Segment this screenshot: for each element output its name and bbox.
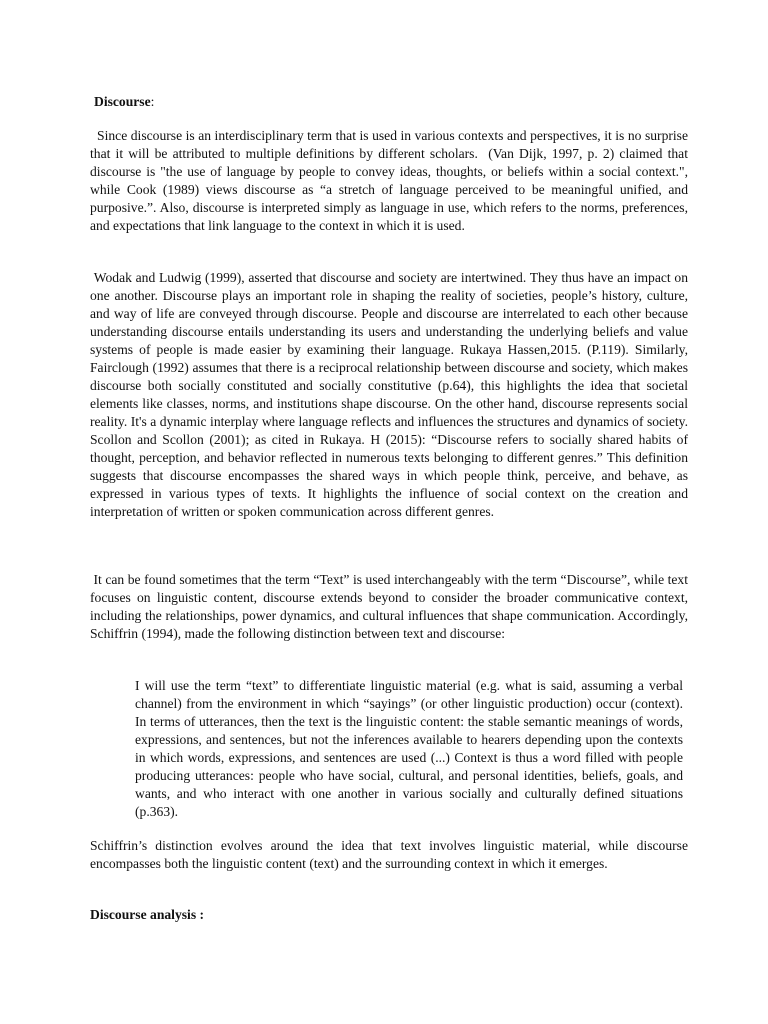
section-heading-discourse-analysis: Discourse analysis : bbox=[90, 907, 205, 922]
section-heading-discourse-title: Discourse bbox=[94, 94, 151, 109]
paragraph-schiffrin-distinction: Schiffrin’s distinction evolves around the idea that text involves linguistic material, while discourse encompasses both the linguistic content (text) and the surrounding context in which it emerges. bbox=[90, 838, 688, 871]
section-heading-discourse bbox=[94, 93, 154, 111]
paragraph-definitions: Since discourse is an interdisciplinary term that is used in various contexts and perspectives, it is no surprise that it will be attributed to multiple definitions by different scholars. (Van Dijk, 1997, p. 2) claimed that discourse is "the use of language by people to convey ideas, thoughts, or beliefs within a social context.", while Cook (1989) views discourse as “a stretch of language perceived to be meaningful unified, and purposive.”. Also, discourse is interpreted simply as language in use, which refers to the norms, preferences, and expectations that link language to the context in which it is used. bbox=[90, 128, 692, 233]
block-quote-schiffrin: I will use the term “text” to differentiate linguistic material (e.g. what is said, assuming a verbal channel) from the environment in which “sayings” (or other linguistic production) occur (context). In terms of utterances, then the text is the linguistic content: the stable semantic meanings of words, expressions, and sentences, but not the inferences available to hearers depending upon the contexts in which words, expressions, and sentences are used (...) Context is thus a word filled with people producing utterances: people who have social, cultural, and personal identities, beliefs, goals, and wants, and who interact with one another in various socially and culturally defined situations (p.363). bbox=[135, 678, 683, 819]
paragraph-discourse-society: Wodak and Ludwig (1999), asserted that discourse and society are intertwined. They thus have an impact on one another. Discourse plays an important role in shaping the reality of societies, people’s history, culture, and way of life are conveyed through discourse. People and discourse are interrelated to each other because understanding discourse entails understanding its users and understanding the underlying beliefs and value systems of people is made easier by examining their language. Rukaya Hassen,2015. (P.119). Similarly, Fairclough (1992) assumes that there is a reciprocal relationship between discourse and society, which makes discourse both socially constituted and socially constitutive (p.64), this highlights the idea that societal elements like classes, norms, and institutions shape discourse. On the other hand, discourse represents social reality. It's a dynamic interplay where language reflects and influences the structures and dynamics of society. Scollon and Scollon (2001); as cited in Rukaya. H (2015): “Discourse refers to socially shared habits of thought, perception, and behavior reflected in numerous texts belonging to different genres.” This definition suggests that discourse encompasses the shared ways in which people think, perceive, and behave, as expressed in various types of texts. It highlights the influence of social context on the creation and interpretation of written or spoken communication across different genres. bbox=[90, 270, 692, 519]
section-heading-discourse-colon: : bbox=[150, 94, 155, 109]
paragraph-text-vs-discourse: It can be found sometimes that the term “Text” is used interchangeably with the term “Discourse”, while text focuses on linguistic content, discourse extends beyond to consider the broader communicative context, including the relationships, power dynamics, and cultural influences that shape communication. Accordingly, Schiffrin (1994), made the following distinction between text and discourse: bbox=[90, 572, 692, 641]
